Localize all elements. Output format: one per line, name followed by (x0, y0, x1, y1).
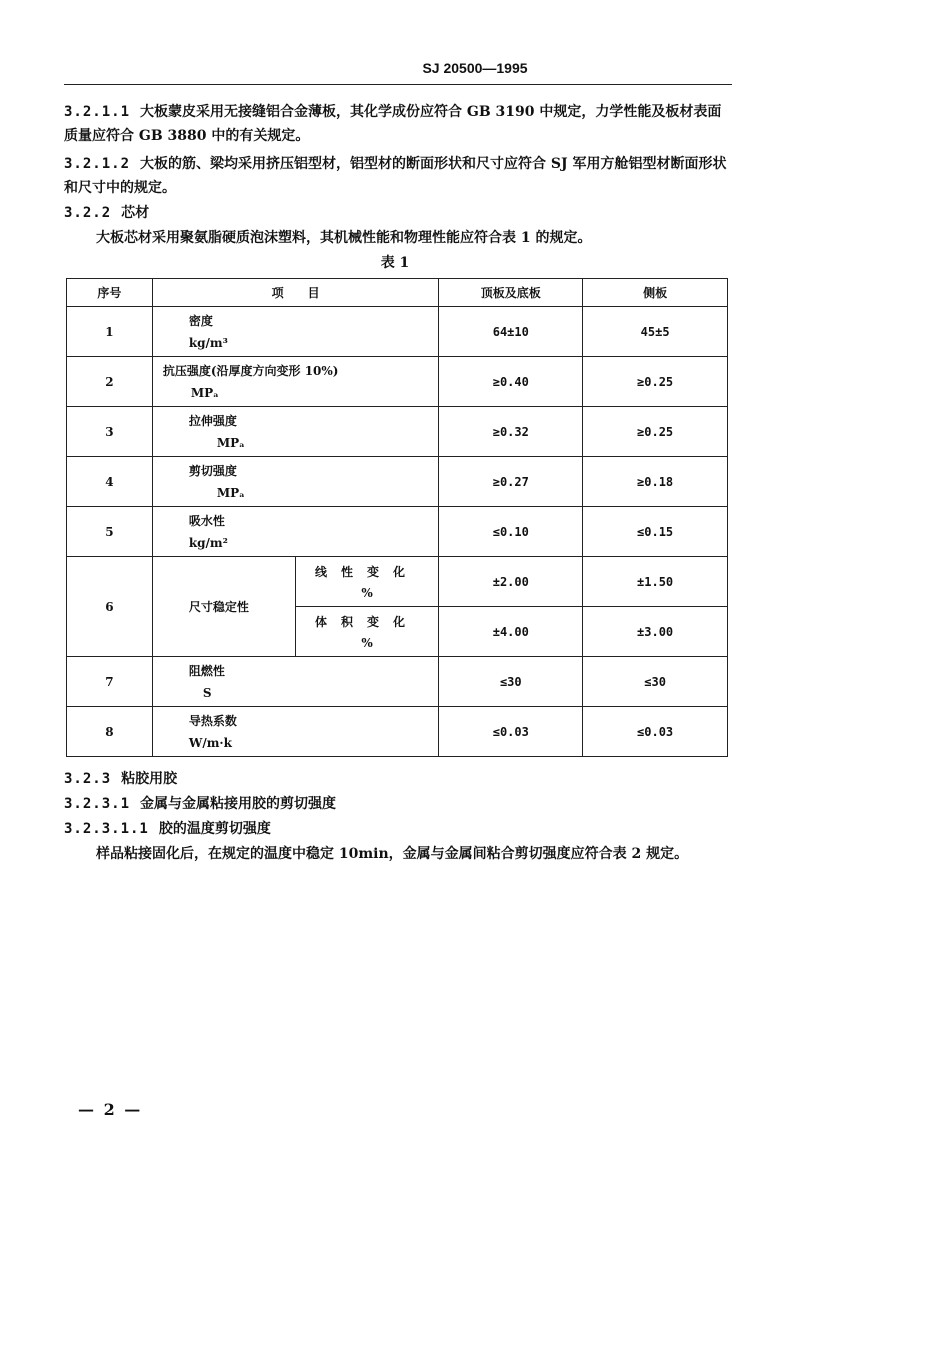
section-number: 3.2.3 (64, 771, 112, 787)
section-text: 粘胶用胶 (121, 771, 178, 787)
item-name: 剪切强度 (188, 463, 237, 478)
shear-strength-paragraph: 样品粘接固化后，在规定的温度中稳定 10min，金属与金属间粘合剪切强度应符合表 2 规定。 (96, 846, 689, 862)
sub-item-unit: % (361, 585, 373, 600)
item-name: 密度 (188, 313, 213, 328)
section-number: 3.2.1.1 (64, 104, 131, 120)
value-top-bottom: ≥0.27 (439, 457, 583, 507)
document-number: SJ 20500—1995 (422, 60, 528, 76)
row-no: 2 (67, 357, 153, 407)
sub-item-name: 体积变化 (315, 614, 420, 629)
section-text: 大板的筋、梁均采用挤压铝型材，铝型材的断面形状和尺寸应符合 SJ 军用方舱铝型材断面形状和尺寸中的规定。 (64, 156, 727, 196)
sub-item-unit: % (361, 635, 373, 650)
header-item: 项 目 (152, 279, 439, 307)
row-no: 5 (67, 507, 153, 557)
value-top-bottom: ±4.00 (439, 607, 583, 657)
section-3-2-1-2 (64, 152, 734, 200)
sub-item (295, 557, 439, 607)
header-rule (64, 84, 732, 85)
value-top-bottom: ≥0.40 (439, 357, 583, 407)
item-name: 导热系数 (188, 713, 237, 728)
row-no: 1 (67, 307, 153, 357)
section-3-2-3 (64, 767, 734, 791)
value-top-bottom: ≤0.03 (439, 707, 583, 757)
row-item (152, 457, 439, 507)
item-unit: kg/m² (188, 535, 228, 550)
row-item (152, 557, 295, 657)
section-3-2-3-1 (64, 792, 734, 816)
row-item (152, 407, 439, 457)
value-side: ≥0.18 (583, 457, 728, 507)
section-3-2-2 (64, 201, 734, 225)
item-unit: W/m·k (188, 735, 232, 750)
row-item (152, 507, 439, 557)
item-unit: MPₐ (190, 385, 219, 400)
table-row (67, 457, 728, 507)
table-row (67, 407, 728, 457)
row-item (152, 357, 439, 407)
value-side: 45±5 (583, 307, 728, 357)
header-top-bottom: 顶板及底板 (439, 279, 583, 307)
row-no: 3 (67, 407, 153, 457)
value-side: ≤0.15 (583, 507, 728, 557)
section-3-2-1-1 (64, 100, 734, 148)
value-side: ≤30 (583, 657, 728, 707)
section-text: 大板蒙皮采用无接缝铝合金薄板，其化学成份应符合 GB 3190 中规定，力学性能及板材表面质量应符合 GB 3880 中的有关规定。 (64, 104, 722, 144)
core-material-paragraph: 大板芯材采用聚氨脂硬质泡沫塑料，其机械性能和物理性能应符合表 1 的规定。 (96, 230, 592, 246)
section-text: 芯材 (121, 205, 150, 221)
item-unit: S (202, 685, 212, 700)
table-row (67, 557, 728, 607)
header-side: 侧板 (583, 279, 728, 307)
row-item (152, 307, 439, 357)
sub-item (295, 607, 439, 657)
table-row (67, 657, 728, 707)
table-row (67, 357, 728, 407)
item-unit: kg/m³ (188, 335, 228, 350)
section-number: 3.2.2 (64, 205, 112, 221)
table-header-row (67, 279, 728, 307)
row-no: 8 (67, 707, 153, 757)
table-row (67, 307, 728, 357)
value-top-bottom: ±2.00 (439, 557, 583, 607)
section-number: 3.2.1.2 (64, 156, 131, 172)
section-3-2-3-1-1 (64, 817, 734, 841)
value-top-bottom: ≥0.32 (439, 407, 583, 457)
table-row (67, 507, 728, 557)
row-item (152, 657, 439, 707)
section-text: 金属与金属粘接用胶的剪切强度 (140, 796, 337, 812)
item-name: 阻燃性 (188, 663, 225, 678)
row-no: 6 (67, 557, 153, 657)
row-no: 4 (67, 457, 153, 507)
item-name: 拉伸强度 (188, 413, 237, 428)
header-no: 序号 (67, 279, 153, 307)
item-unit: MPₐ (216, 435, 245, 450)
item-unit: MPₐ (216, 485, 245, 500)
value-side: ≤0.03 (583, 707, 728, 757)
table-caption: 表 1 (380, 255, 410, 271)
page-number: — 2 — (78, 1100, 143, 1119)
value-side: ≥0.25 (583, 357, 728, 407)
section-number: 3.2.3.1 (64, 796, 131, 812)
table-row (67, 707, 728, 757)
row-no: 7 (67, 657, 153, 707)
row-item (152, 707, 439, 757)
item-name: 抗压强度(沿厚度方向变形 10%) (162, 363, 339, 378)
value-top-bottom: 64±10 (439, 307, 583, 357)
value-side: ±3.00 (583, 607, 728, 657)
item-name: 尺寸稳定性 (188, 600, 249, 614)
section-number: 3.2.3.1.1 (64, 821, 149, 837)
value-top-bottom: ≤30 (439, 657, 583, 707)
sub-item-name: 线性变化 (315, 564, 420, 579)
value-top-bottom: ≤0.10 (439, 507, 583, 557)
item-name: 吸水性 (188, 513, 225, 528)
value-side: ≥0.25 (583, 407, 728, 457)
section-text: 胶的温度剪切强度 (158, 821, 271, 837)
value-side: ±1.50 (583, 557, 728, 607)
properties-table (66, 278, 728, 757)
